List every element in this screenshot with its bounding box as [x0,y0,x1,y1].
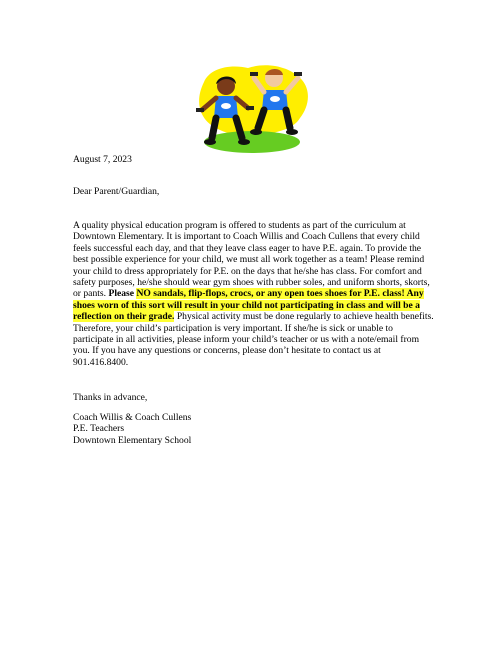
letter-body [73,220,435,368]
signature-school: Downtown Elementary School [73,434,192,446]
signature-title: P.E. Teachers [73,423,125,435]
letter-date: August 7, 2023 [73,154,132,165]
signature-names: Coach Willis & Coach Cullens [73,412,192,423]
body-text-intro: A quality physical education program is offered to students as part of the curriculum at Downtown Elementary. It is important to Coach Willis and Coach Cullens that every child feels successful each day, and that they leave class eager to have P.E. again. To provide the best possible experience for your child, we must all work together as a team! Please remind your child to dress appropriately for P.E. on the days that he/she has class. For comfort and safety purposes, he/she should wear gym shoes with rubber soles, and uniform shorts, skorts, or pants. [73,220,430,300]
body-text-conclusion: Physical activity must be done regularly to achieve health benefits. Therefore, your child’s participation is very important. If she/he is sick or unable to participate in all activities, please inform your child’s teacher or us with a note/email from you. If you have any questions or concerns, please don’t hesitate to contact us at 901.416.8400. [73,311,434,368]
exercising-kids-clipart-icon [190,62,312,154]
letter-closing: Thanks in advance, [73,392,148,403]
body-text-highlight: NO sandals, flip-flops, crocs, or any open toes shoes for P.E. class! Any shoes worn of this sort will result in your child not participating in class and will be a reflection on their grade. [73,288,424,323]
body-text-bold-lead: Please [108,288,137,300]
letter-signature [73,412,433,446]
letter-salutation: Dear Parent/Guardian, [73,186,160,197]
